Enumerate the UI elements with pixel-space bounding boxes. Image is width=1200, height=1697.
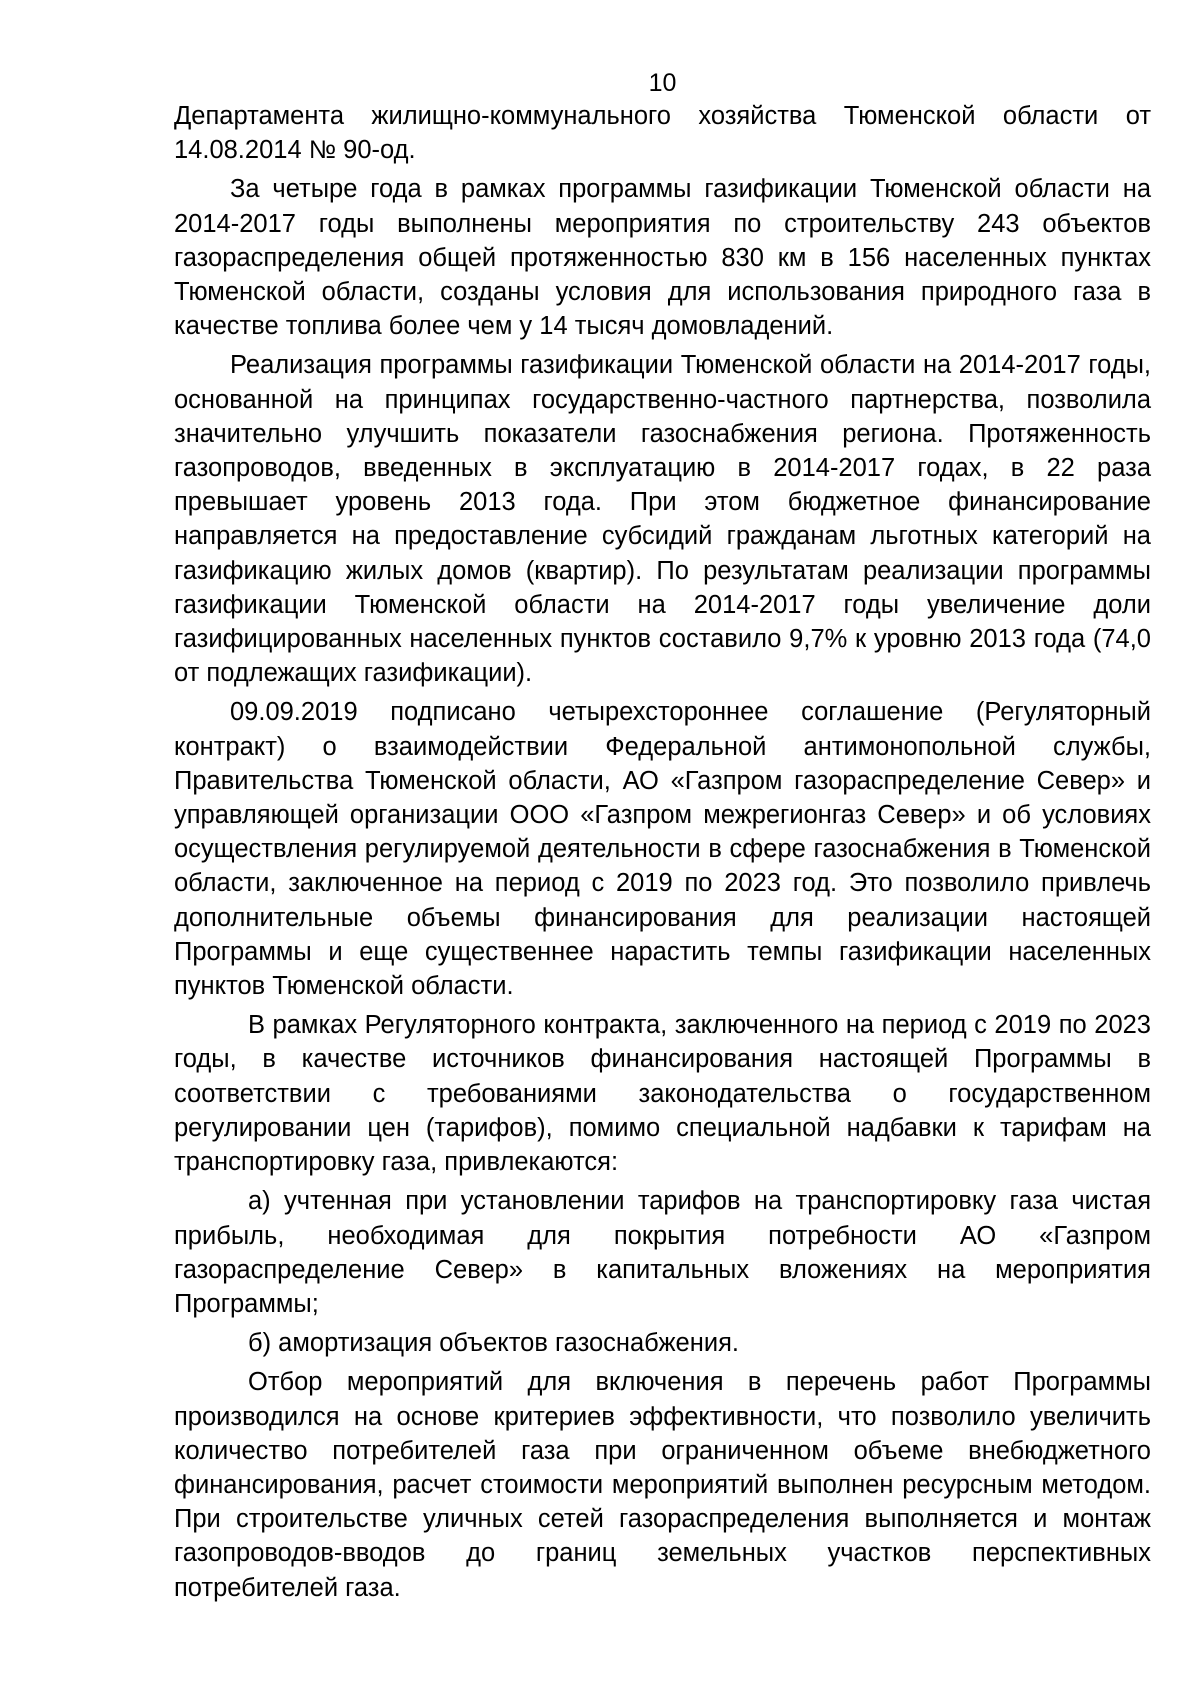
document-page	[174, 68, 1151, 1605]
paragraph-financing-sources: В рамках Регуляторного контракта, заключенного на период с 2019 по 2023 годы, в качестве источников финансирования настоящей Программы в соответствии с требованиями законодательства о государственном регулировании цен (тарифов), помимо специальной надбавки к тарифам на транспортировку газа, привлекаются:	[174, 1011, 1151, 1177]
paragraph-continuation: Департамента жилищно-коммунального хозяйства Тюменской области от 14.08.2014 № 90-од.	[174, 102, 1151, 165]
paragraph-program-implementation: Реализация программы газификации Тюменской области на 2014-2017 годы, основанной на принципах государственно-частного партнерства, позволила значительно улучшить показатели газоснабжения региона. Протяженность газопроводов, введенных в эксплуатацию в 2014-2017 годах, в 22 раза превышает уровень 2013 года. При этом бюджетное финансирование направляется на предоставление субсидий гражданам льготных категорий на газификацию жилых домов (квартир). По результатам реализации программы газификации Тюменской области на 2014-2017 годы увеличение доли газифицированных населенных пунктов составило 9,7% к уровню 2013 года (74,0 от подлежащих газификации).	[174, 351, 1151, 688]
paragraph-gasification-results: За четыре года в рамках программы газификации Тюменской области на 2014-2017 годы выполнены мероприятия по строительству 243 объектов газораспределения общей протяженностью 830 км в 156 населенных пунктах Тюменской области, созданы условия для использования природного газа в качестве топлива более чем у 14 тысяч домовладений.	[174, 175, 1151, 341]
paragraph-regulatory-contract: 09.09.2019 подписано четырехстороннее соглашение (Регуляторный контракт) о взаимодействии Федеральной антимонопольной службы, Правительства Тюменской области, АО «Газпром газораспределение Север» и управляющей организации ООО «Газпром межрегионгаз Север» и об условиях осуществления регулируемой деятельности в сфере газоснабжения в Тюменской области, заключенное на период с 2019 по 2023 год. Это позволило привлечь дополнительные объемы финансирования для реализации настоящей Программы и еще существеннее нарастить темпы газификации населенных пунктов Тюменской области.	[174, 698, 1151, 1001]
list-item-a: а) учтенная при установлении тарифов на транспортировку газа чистая прибыль, необходимая для покрытия потребности АО «Газпром газораспределение Север» в капитальных вложениях на мероприятия Программы;	[174, 1187, 1151, 1318]
list-item-b: б) амортизация объектов газоснабжения.	[248, 1329, 739, 1358]
paragraph-selection-criteria: Отбор мероприятий для включения в перечень работ Программы производился на основе критериев эффективности, что позволило увеличить количество потребителей газа при ограниченном объеме внебюджетного финансирования, расчет стоимости мероприятий выполнен ресурсным методом. При строительстве уличных сетей газораспределения выполняется и монтаж газопроводов-вводов до границ земельных участков перспективных потребителей газа.	[174, 1368, 1151, 1602]
page-number: 10	[648, 69, 677, 97]
